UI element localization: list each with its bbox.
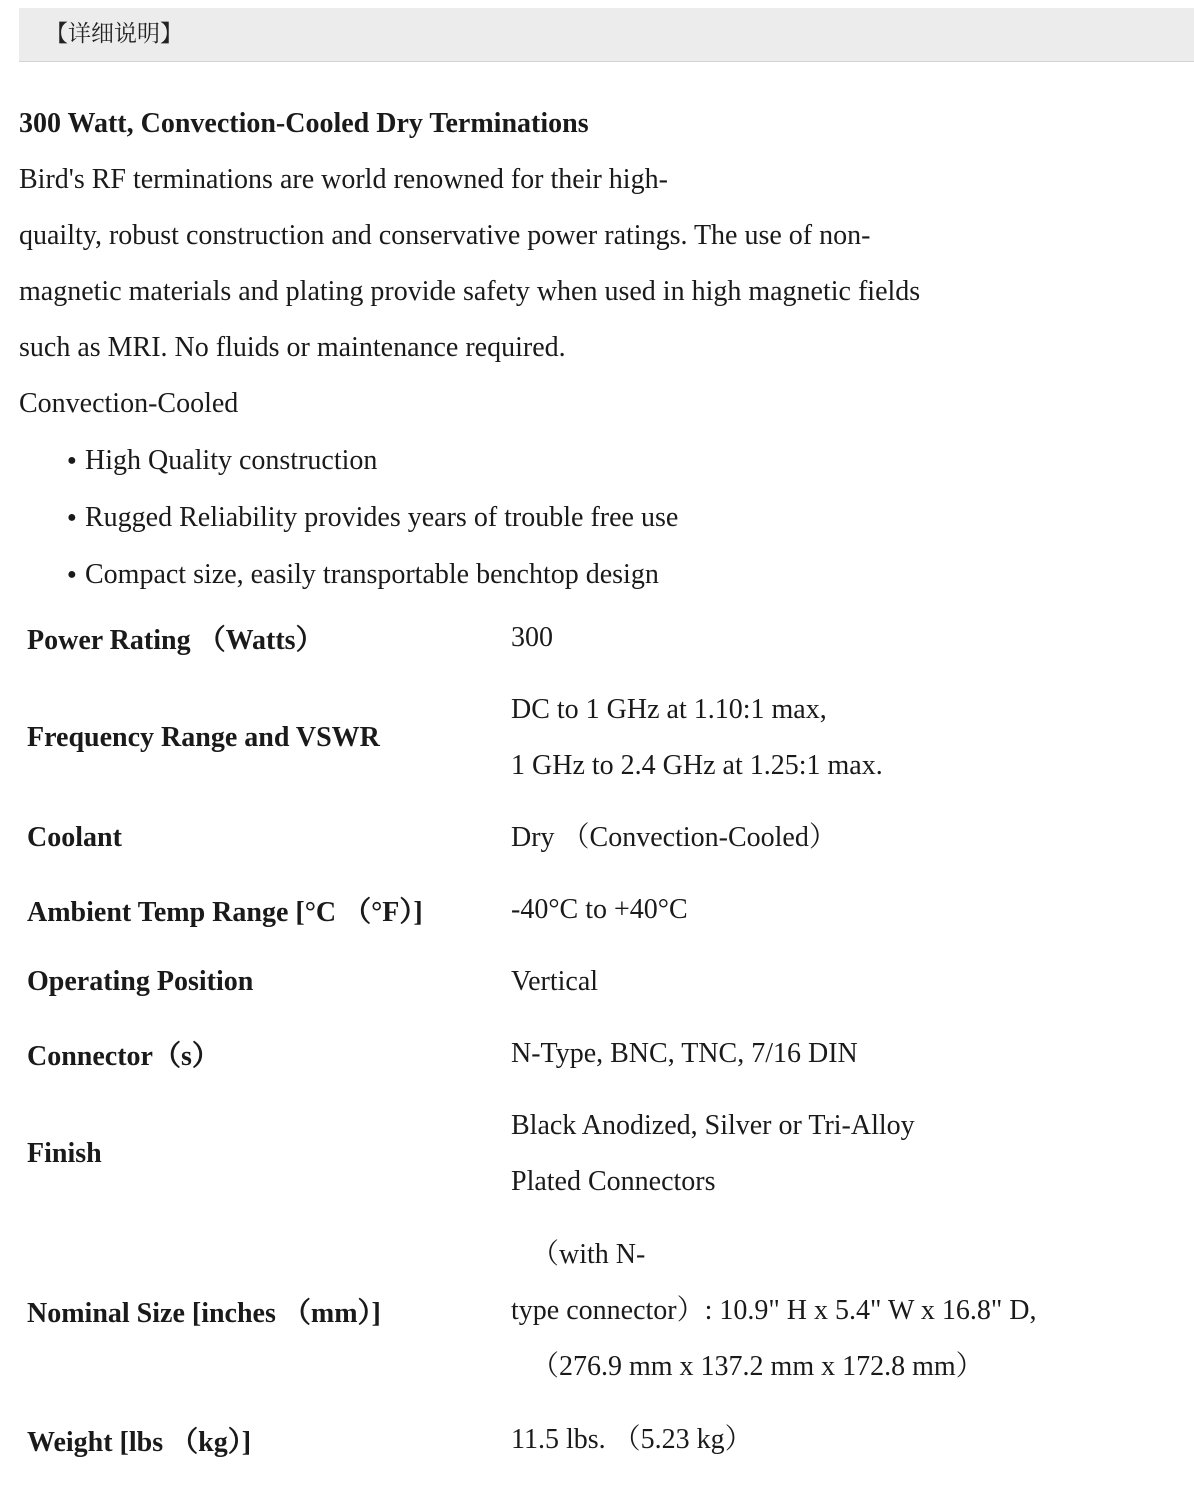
spec-value-line: 1 GHz to 2.4 GHz at 1.25:1 max.	[511, 750, 883, 781]
feature-item	[19, 489, 1179, 546]
spec-label: Weight [lbs （kg）]	[27, 1427, 252, 1458]
spec-value-line: DC to 1 GHz at 1.10:1 max,	[511, 694, 827, 725]
table-row	[19, 874, 1179, 946]
spec-label: Power Rating （Watts）	[27, 625, 324, 656]
description-line: magnetic materials and plating provide safety when used in high magnetic fields	[19, 276, 921, 307]
spec-value-line: 11.5 lbs. （5.23 kg）	[511, 1424, 753, 1455]
spec-value	[503, 1090, 1179, 1218]
product-description	[19, 96, 1179, 603]
spec-value-line: Black Anodized, Silver or Tri-Alloy	[511, 1110, 915, 1141]
spec-value-line: （with N-	[531, 1239, 646, 1270]
spec-value-line: Dry （Convection-Cooled）	[511, 822, 837, 853]
table-row	[19, 674, 1179, 802]
product-heading: 300 Watt, Convection-Cooled Dry Terminations	[19, 108, 589, 139]
spec-value	[503, 602, 1179, 674]
spec-value	[503, 1218, 1179, 1404]
table-row	[19, 802, 1179, 874]
spec-value	[503, 802, 1179, 874]
spec-label: Operating Position	[27, 966, 254, 997]
spec-label: Frequency Range and VSWR	[27, 722, 380, 753]
feature-list	[19, 432, 1179, 603]
feature-text: Compact size, easily transportable benchtop design	[85, 559, 659, 590]
feature-item	[19, 432, 1179, 489]
subheading: Convection-Cooled	[19, 388, 239, 419]
spec-label: Coolant	[27, 822, 122, 853]
table-row	[19, 1218, 1179, 1404]
spec-value-line: Vertical	[511, 966, 599, 997]
spec-table	[19, 602, 1179, 1476]
spec-value-line: type connector）: 10.9" H x 5.4" W x 16.8" D,	[511, 1295, 1037, 1326]
feature-text: High Quality construction	[85, 445, 378, 476]
section-title: 【详细说明】	[45, 21, 183, 47]
spec-value	[503, 1404, 1179, 1476]
spec-label: Nominal Size [inches （mm）]	[27, 1298, 381, 1329]
description-line: such as MRI. No fluids or maintenance required.	[19, 332, 566, 363]
table-row	[19, 602, 1179, 674]
spec-value	[503, 874, 1179, 946]
description-line: Bird's RF terminations are world renowned for their high-	[19, 164, 668, 195]
bullet-icon: ●	[67, 509, 77, 526]
bullet-icon: ●	[67, 452, 77, 469]
table-row	[19, 1404, 1179, 1476]
table-row	[19, 1018, 1179, 1090]
spec-value	[503, 674, 1179, 802]
spec-value-line: 300	[511, 622, 553, 653]
spec-label: Connector（s）	[27, 1041, 220, 1072]
feature-text: Rugged Reliability provides years of trouble free use	[85, 502, 679, 533]
table-row	[19, 946, 1179, 1018]
bullet-icon: ●	[67, 566, 77, 583]
description-line: quailty, robust construction and conservative power ratings. The use of non-	[19, 220, 871, 251]
spec-value-line: Plated Connectors	[511, 1166, 716, 1197]
spec-label: Ambient Temp Range [°C （°F）]	[27, 897, 423, 928]
spec-value	[503, 946, 1179, 1018]
feature-item	[19, 546, 1179, 603]
spec-label: Finish	[27, 1138, 102, 1169]
spec-value-line: -40°C to +40°C	[511, 894, 688, 925]
spec-value-line: （276.9 mm x 137.2 mm x 172.8 mm）	[531, 1351, 984, 1382]
spec-value-line: N-Type, BNC, TNC, 7/16 DIN	[511, 1038, 858, 1069]
table-row	[19, 1090, 1179, 1218]
section-header-bar	[19, 8, 1194, 62]
spec-value	[503, 1018, 1179, 1090]
